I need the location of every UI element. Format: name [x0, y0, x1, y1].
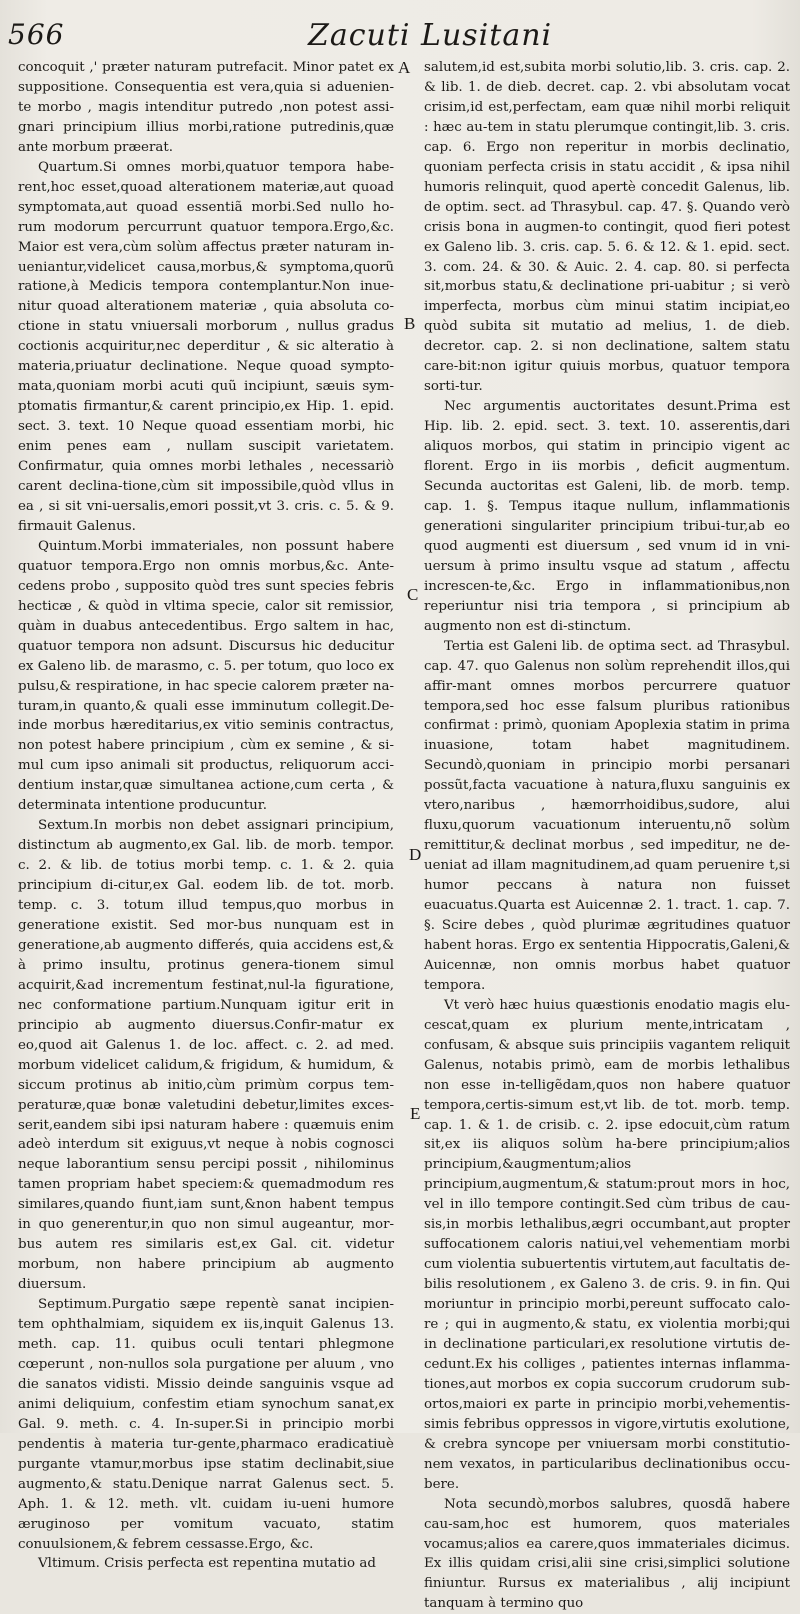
margin-letter-a: A — [398, 58, 411, 77]
right-paragraph-5: Nota secundò,morbos salubres, quosdã habere cau-sam,hoc est humorem, quos materiales vocamus;alios ea carere,quos immateriales dicimus. Ex illis quidam crisi,alii sine crisi,simplici solutione finiuntur. Rursus ex materialibus , alij incipiunt tanquam à termino quo — [424, 1496, 790, 1612]
left-paragraph-5: Septimum.Purgatio sæpe repentè sanat incipien-tem ophthalmiam, siquidem ex iis,inquit Galenus 13. meth. cap. 11. quibus oculi tentari phlegmone cœperunt , non-nullos sola purgatione per aluum , vno die sanatos vidisti. Missio deinde sanguinis vsque ad animi deliquium, confestim etiam synochum sanat,ex Gal. 9. meth. c. 4. In-super.Si in principio morbi pendentis à materia tur-gente,pharmaco eradicatiuè purgante vtamur,morbus ipse statim declinabit,siue augmento,& statu.Denique narrat Galenus sect. 5. Aph. 1. & 12. meth. vlt. cuidam iu-ueni humore æruginoso per vomitum vacuato, statim conuulsionem,& febrem cessasse.Ergo, &c. — [18, 1297, 394, 1552]
left-paragraph-2: Quartum.Si omnes morbi,quatuor tempora habe-rent,hoc esset,quoad alterationem materiæ,aut quoad symptomata,aut quoad essentiã morbi.Sed nullo ho-rum modorum percurrunt quatuor tempora.Ergo,&c. Maior est vera,cùm solùm affectus præter naturam in-ueniantur,videlicet causa,morbus,& symptoma,quorũ ratione,à Medicis tempora contemplantur.Non inue-nitur quoad alterationem materiæ , quia absoluta co-ctione in statu vniuersali morborum , nullus gradus coctionis acquiritur,nec deperditur , & sic alteratio à materia,priuatur declinatione. Neque quoad sympto-mata,quoniam morbi acuti quũ incipiunt, sæuis sym-ptomatis firmantur,& carent principio,ex Hip. 1. epid. sect. 3. text. 10 Neque quoad essentiam morbi, hic enim penes eam , nullam suscipit varietatem. Confirmatur, quia omnes morbi lethales , necessariò carent declina-tione,cùm sit impossibile,quòd vllus in ea , si sit vni-uersalis,emori possit,vt 3. cris. c. 5. & 9. firmauit Galenus. — [18, 159, 394, 534]
right-paragraph-2: Nec argumentis auctoritates desunt.Prima est Hip. lib. 2. epid. sect. 3. text. 10. asserentis,dari aliquos morbos, qui statim in principio vigent ac florent. Ergo in iis morbis , deficit augmentum. Secunda auctoritas est Galeni, lib. de morb. temp. cap. 1. §. Tempus itaque nullum, inflammationis generationi singulariter principium tribui-tur,ab eo quod augmenti est diuersum , sed vnum id in vni-uersum à primo insultu vsque ad statum , affectu increscen-te,&c. Ergo in inflammationibus,non reperiuntur nisi tria tempora , si principium ab augmento non est di-stinctum. — [424, 399, 790, 634]
left-paragraph-3: Quintum.Morbi immateriales, non possunt habere quatuor tempora.Ergo non omnis morbus,&c. Ante-cedens probo , supposito quòd tres sunt species febris hecticæ , & quòd in vltima specie, calor sit remissior, quàm in duabus antecedentibus. Ergo saltem in hac, quatuor tempora non adsunt. Discursus hic deducitur ex Galeno lib. de marasmo, c. 5. per totum, quo loco ex pulsu,& respiratione, in hac specie calorem præter na-turam,in quanto,& quali esse imminutum collegit.De-inde morbus hæreditarius,ex vitio seminis contractus, non potest habere principium , cùm ex semine , & si-mul cum ipso animali sit productus, reliquorum acci-dentium instar,quæ simultanea actione,cum certa , & determinata intentione producuntur. — [18, 538, 394, 814]
left-paragraph-1: concoquit ,' præter naturam putrefacit. Minor patet ex suppositione. Consequentia est vera,quia si aduenien-te morbo , magis intenditur putredo ,non potest assi-gnari principium illius morbi,ratione putredinis,quæ ante morbum præerat. — [18, 60, 394, 155]
margin-letter-b: B — [404, 314, 416, 333]
left-paragraph-4: Sextum.In morbis non debet assignari principium, distinctum ab augmento,ex Gal. lib. de morb. tempor. c. 2. & lib. de totius morbi temp. c. 1. & 2. quia principium di-citur,ex Gal. eodem lib. de tot. morb. temp. c. 3. totum illud tempus,quo morbus in generatione existit. Sed mor-bus nunquam est in generatione,ab augmento differés, quia accidens est,& à primo insultu, protinus genera-tionem simul acquirit,&ad incrementum festinat,nul-la figuratione, nec conformatione partium.Nunquam igitur erit in principio ab augmento diuersus.Confir-matur ex eo,quod ait Galenus 1. de loc. affect. c. 2. ad med. morbum videlicet calidum,& frigidum, & humidum, & siccum protinus ab initio,cùm primùm corpus tem-peraturæ,quæ bonæ valetudini debetur,limites exces-serit,eandem sibi ipsi naturam habere : quæmuis enim adeò interdum sit exiguus,vt neque à nobis cognosci neque laborantium sensu percipi possit , nihilominus tamen propriam habet speciem:& quemadmodum res similares,quando fiunt,iam sunt,&non habent tempus in quo generentur,in quo non simul augeantur, mor-bus autem res similaris est,ex Gal. cit. videtur morbum, non habere principium ab augmento diuersum. — [18, 818, 394, 1293]
page-number: 566 — [8, 18, 65, 51]
margin-letter-c: C — [407, 585, 419, 604]
right-paragraph-1: salutem,id est,subita morbi solutio,lib. 3. cris. cap. 2. & lib. 1. de dieb. decret. cap. 2. vbi absolutam vocat crisim,id est,perfectam, eam quæ nihil morbi reliquit : hæc au-tem in statu plerumque contingit,lib. 3. cris. cap. 6. Ergo non reperitur in morbis declinatio, quoniam perfecta crisis in statu accidit , & ipsa nihil humoris relinquit, quod apertè concedit Galenus, lib. de optim. sect. ad Thrasybul. cap. 47. §. Quando verò crisis bona in augmen-to contingit, quod fieri potest ex Galeno lib. 3. cris. cap. 5. 6. & 12. & 1. epid. sect. 3. com. 24. & 30. & Auic. 2. 4. cap. 80. si perfecta sit,morbus statu,& declinatione pri-uabitur ; si verò imperfecta, morbus cùm minui statim incipiat,eo quòd subita sit mutatio ad melius, 1. de dieb. decretor. cap. 2. si non declinatione, saltem statu care-bit:non igitur quiuis morbus, quatuor tempora sorti-tur. — [424, 60, 790, 395]
left-column — [18, 58, 394, 1574]
right-paragraph-4: Vt verò hæc huius quæstionis enodatio magis elu-cescat,quam ex plurium mente,intricatam , confusam, & absque suis principiis vagantem reliquit Galenus, notabis primò, eam de morbis lethalibus non esse in-telligẽdam,quos non habere quatuor tempora,certis-simum est,vt lib. de tot. morb. temp. cap. 1. & 1. de crisib. c. 2. ipse edocuit,cùm ratum sit,ex iis aliquos solùm ha-bere principium;alios principium,&augmentum;alios principium,augmentum,& statum:prout mors in hoc, vel in illo tempore contingit.Sed cùm tribus de cau-sis,in morbis lethalibus,ægri occumbant,aut propter suffocationem caloris natiui,vel vehementiam morbi cum violentia subuertentis virtutem,aut facultatis de-bilis resolutionem , ex Galeno 3. de cris. 9. in fin. Qui moriuntur in principio morbi,pereunt suffocato calo-re ; qui in augmento,& statu, ex violentia morbi;qui in declinatione particulari,ex resolutione virtutis de-cedunt.Ex his colliges , patientes internas inflamma-tiones,aut morbos ex copia succorum crudorum sub-ortos,maiori ex parte in principio morbi,vehementis-simis febribus oppressos in vigore,virtutis exolutione, & crebra syncope per vniuersam morbi constitutio-nem vexatos, in particularibus declinationibus occu-bere. — [424, 997, 790, 1492]
page-header — [8, 18, 790, 56]
running-head: Zacuti Lusitani — [308, 18, 553, 53]
right-column — [424, 58, 790, 1614]
right-paragraph-3: Tertia est Galeni lib. de optima sect. ad Thrasybul. cap. 47. quo Galenus non solùm reprehendit illos,qui affir-mant omnes morbos percurrere quatuor tempora,sed hoc esse falsum pluribus rationibus confirmat : primò, quoniam Apoplexia statim in prima inuasione, totam habet magnitudinem. Secundò,quoniam in principio morbi persanari possũt,facta vacuatione à natura,fluxu sanguinis ex vtero,naribus , hæmorrhoidibus,sudore, alui fluxu,quorum vacuationum interuentu,nõ solùm remittitur,& declinat morbus , sed impeditur, ne de-ueniat ad illam magnitudinem,ad quam peruenire t,si humor peccans à natura non fuisset euacuatus.Quarta est Auicennæ 2. 1. tract. 1. cap. 7. §. Scire debes , quòd plurimæ ægritudines quatuor habent horas. Ergo ex sententia Hippocratis,Galeni,& Auicennæ, non omnis morbus habet quatuor tempora. — [424, 638, 790, 993]
margin-letter-e: E — [410, 1104, 421, 1123]
left-paragraph-6: Vltimum. Crisis perfecta est repentina mutatio ad — [38, 1556, 376, 1572]
margin-letter-d: D — [409, 845, 422, 864]
